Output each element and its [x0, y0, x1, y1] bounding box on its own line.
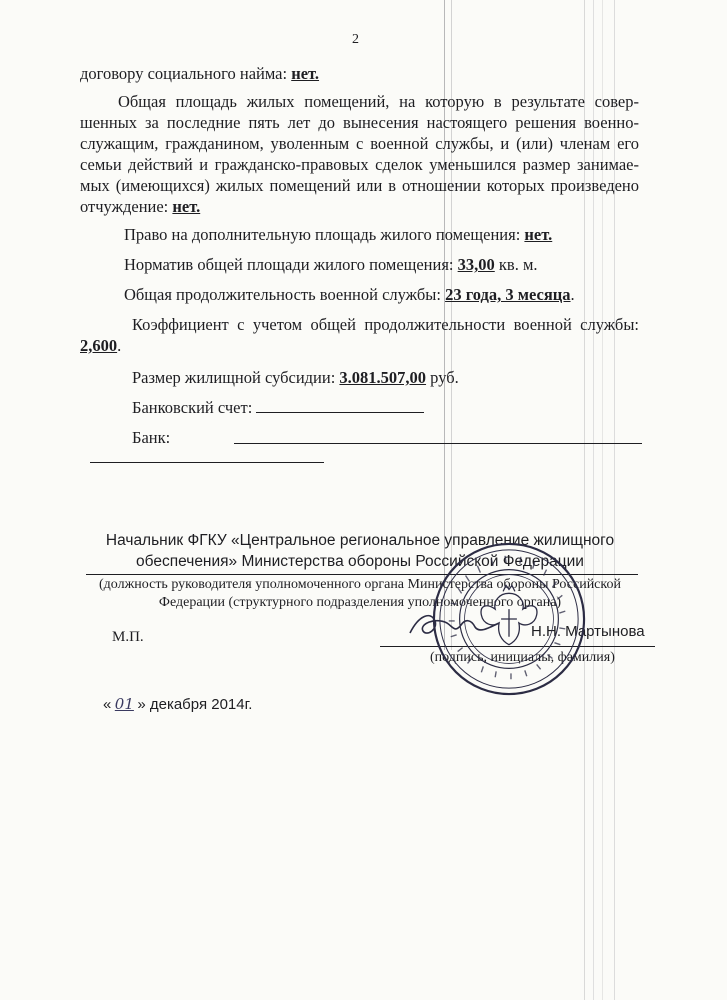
coefficient-label: Коэффициент с учетом общей продолжительности военной службы:	[132, 315, 639, 334]
extra-area-label: Право на дополнительную площадь жилого помещения:	[124, 225, 525, 244]
bank-blank-line	[234, 443, 642, 444]
extra-area-value: нет.	[524, 225, 553, 244]
paragraph-line: семьи действий и гражданско-правовых сделок уменьшился размер занимае-	[80, 155, 639, 174]
norm-label: Норматив общей площади жилого помещения:	[124, 255, 458, 274]
subsidy-unit: руб.	[426, 368, 459, 387]
signatory-name: Н.Н. Мартынова	[531, 623, 645, 640]
date-close-quote: »	[137, 696, 146, 713]
signatory-title-line-2: обеспечения» Министерства обороны Российской Федерации	[136, 553, 584, 570]
page-number: 2	[352, 32, 359, 47]
coefficient-value: 2,600	[80, 336, 118, 355]
service-duration-suffix: .	[570, 285, 575, 304]
social-lease-line	[80, 64, 319, 84]
alienation-label: отчуждение:	[80, 197, 173, 216]
service-duration-label: Общая продолжительность военной службы:	[124, 285, 446, 304]
alienation-value: нет.	[172, 197, 201, 216]
date-month-year: декабря 2014г.	[145, 696, 253, 713]
paragraph-line: мых (имеющихся) жилых помещений или в отношении которых произведено	[80, 176, 639, 195]
norm-value: 33,00	[457, 255, 495, 274]
service-duration-line	[124, 285, 575, 305]
bank-account-blank	[256, 398, 424, 413]
date-day: 01	[114, 695, 134, 713]
official-seal-icon	[430, 540, 588, 698]
signature-caption: (подпись, инициалы, фамилия)	[430, 650, 615, 665]
date-open-quote: «	[103, 696, 112, 713]
bank-blank-line-2	[90, 462, 324, 463]
signatory-caption-line-1: (должность руководителя уполномоченного органа Министерства обороны Российской	[99, 577, 621, 592]
norm-unit: кв. м.	[494, 255, 538, 274]
signatory-title-line-1: Начальник ФГКУ «Центральное региональное управление жилищного	[105, 532, 615, 549]
service-duration-value: 23 года, 3 месяца	[445, 285, 571, 304]
norm-line	[124, 255, 538, 275]
seal-place-label: М.П.	[112, 629, 144, 645]
bank-account-label: Банковский счет:	[132, 398, 257, 417]
coefficient-value-line	[80, 336, 121, 356]
bank-account-line	[132, 398, 424, 418]
signatory-caption-line-2: Федерации (структурного подразделения уполномоченного органа)	[158, 595, 562, 610]
coefficient-suffix: .	[117, 336, 122, 355]
document-date	[103, 694, 252, 715]
subsidy-line	[132, 368, 459, 388]
alienation-line	[80, 197, 200, 217]
social-lease-value: нет.	[291, 64, 320, 83]
paragraph-line: служащим, гражданином, уволенным с военной службы, и (или) членам его	[80, 134, 639, 153]
subsidy-value: 3.081.507,00	[339, 368, 427, 387]
extra-area-line	[124, 225, 552, 245]
bank-line	[132, 428, 170, 448]
paragraph-line: шенных за последние пять лет до вынесения настоящего решения военно-	[80, 113, 639, 132]
subsidy-label: Размер жилищной субсидии:	[132, 368, 340, 387]
social-lease-label: договору социального найма:	[80, 64, 292, 83]
paragraph-line: Общая площадь жилых помещений, на которую в результате совер-	[118, 92, 639, 111]
bank-label: Банк:	[132, 428, 171, 447]
